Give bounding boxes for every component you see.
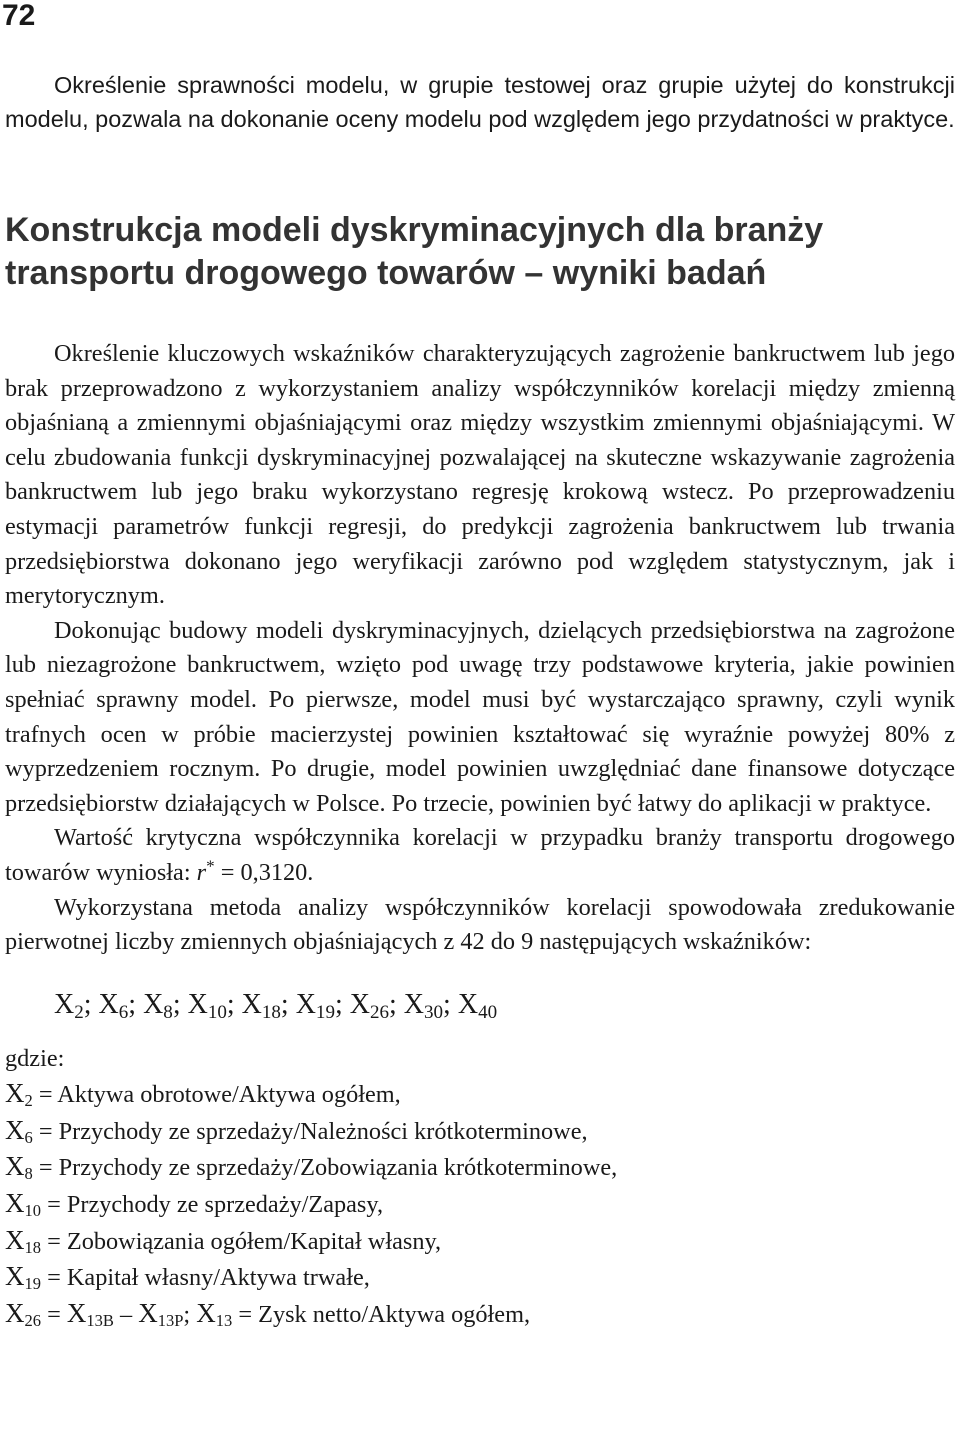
var-subscript: 2 (24, 1091, 33, 1111)
def-sep: ; (183, 1300, 197, 1328)
var-subscript: 18 (261, 1001, 281, 1023)
variable-list (54, 988, 955, 1022)
var-subscript: 10 (207, 1001, 227, 1023)
where-label: gdzie: (5, 1044, 65, 1072)
section-body (5, 337, 955, 1332)
var-symbol: X (295, 988, 316, 1020)
definition-line (5, 1186, 955, 1223)
var-subscript: 19 (315, 1001, 335, 1023)
var-separator: ; (226, 988, 242, 1020)
paragraph-reduction: Wykorzystana metoda analizy współczynników korelacji spowodowała zredukowanie pierwotnej liczby zmiennych objaśniających z 42 do 9 następujących wskaźników: (5, 893, 955, 956)
definition-line (5, 1076, 955, 1113)
paragraph-critical-value (5, 821, 955, 890)
critical-value-text: Wartość krytyczna współczynnika korelacji w przypadku branży transportu drogowego towarów wyniosła: (5, 824, 955, 886)
def-text: = Zysk netto/Aktywa ogółem, (232, 1300, 531, 1328)
var-symbol: X (54, 988, 75, 1020)
page-number: 72 (2, 0, 36, 32)
var-subscript: 6 (118, 1001, 129, 1023)
page-content (5, 68, 955, 1332)
variable-item (349, 988, 404, 1023)
definition-line-x26 (5, 1296, 955, 1333)
var-symbol: X (138, 1297, 158, 1328)
var-subscript: 13 (215, 1310, 233, 1330)
var-subscript: 13P (157, 1310, 184, 1330)
var-symbol: X (349, 988, 370, 1020)
var-symbol: X (5, 1224, 25, 1255)
variable-item (403, 988, 458, 1023)
variable-item (295, 988, 350, 1023)
critical-value-number: = 0,3120. (214, 858, 314, 886)
var-separator: ; (389, 988, 404, 1020)
var-subscript: 18 (24, 1237, 42, 1257)
var-subscript: 8 (163, 1001, 173, 1023)
var-subscript: 26 (369, 1001, 389, 1023)
definition-list (5, 1076, 955, 1296)
def-text: = Kapitał własny/Aktywa trwałe, (41, 1264, 370, 1292)
intro-paragraph: Określenie sprawności modelu, w grupie testowej oraz grupie użytej do konstrukcji modelu, pozwala na dokonanie oceny modelu pod względem jego przydatności w praktyce. (5, 72, 955, 132)
var-symbol: X (196, 1297, 216, 1328)
variable-item (241, 988, 296, 1023)
var-subscript: 26 (24, 1310, 42, 1330)
var-subscript: 6 (24, 1128, 33, 1147)
var-symbol: X (5, 1297, 25, 1328)
def-text: = Przychody ze sprzedaży/Zapasy, (41, 1191, 384, 1219)
var-separator: ; (172, 988, 188, 1020)
var-symbol: X (5, 1151, 25, 1182)
def-text: = Przychody ze sprzedaży/Należności krótkoterminowe, (32, 1117, 588, 1145)
var-separator: ; (443, 988, 458, 1020)
var-symbol: X (457, 988, 479, 1020)
variable-item (54, 988, 99, 1023)
def-eq: = (41, 1300, 67, 1328)
var-subscript: 30 (424, 1001, 444, 1023)
var-subscript: 8 (24, 1164, 33, 1184)
var-symbol: X (5, 1078, 25, 1109)
var-symbol: X (187, 988, 208, 1020)
def-text: = Zobowiązania ogółem/Kapitał własny, (41, 1227, 442, 1255)
var-subscript: 10 (24, 1201, 42, 1221)
critical-value-symbol: r (196, 858, 207, 886)
def-text: = Przychody ze sprzedaży/Zobowiązania krótkoterminowe, (32, 1154, 618, 1182)
def-text: = Aktywa obrotowe/Aktywa ogółem, (32, 1081, 401, 1109)
definition-line (5, 1223, 955, 1260)
critical-value-star: * (206, 856, 215, 876)
variable-item (98, 988, 144, 1023)
definition-line (5, 1149, 955, 1186)
definition-line (5, 1113, 955, 1150)
var-symbol: X (143, 988, 164, 1020)
section-heading: Konstrukcja modeli dyskryminacyjnych dla branży transportu drogowego towarów – wyniki badań (5, 211, 824, 292)
var-subscript: 19 (24, 1274, 42, 1294)
var-separator: ; (128, 988, 144, 1020)
var-symbol: X (5, 1261, 25, 1292)
var-subscript: 40 (478, 1001, 498, 1023)
var-symbol: X (403, 988, 425, 1020)
paragraph-methodology: Określenie kluczowych wskaźników charakteryzujących zagrożenie bankructwem lub jego brak przeprowadzono z wykorzystaniem analizy współczynników korelacji między zmienną objaśnianą a zmiennymi objaśniającymi oraz między wszystkim zmiennymi objaśniającymi. W celu zbudowania funkcji dyskryminacyjnej pozwalającej na skuteczne wskazywanie zagrożenia bankructwem lub jego braku wykorzystano regresję krokową wstecz. Po przeprowadzeniu estymacji parametrów funkcji regresji, do predykcji zagrożenia bankructwem lub trwania przedsiębiorstwa dokonano jego weryfikacji zarówno pod względem statystycznym, jak i merytorycznym. (5, 340, 955, 610)
var-separator: ; (83, 988, 99, 1020)
def-minus: – (113, 1300, 139, 1328)
var-subscript: 2 (74, 1001, 84, 1023)
var-symbol: X (98, 988, 119, 1020)
var-separator: ; (334, 988, 350, 1020)
definition-line (5, 1259, 955, 1296)
var-separator: ; (280, 988, 296, 1020)
variable-item (187, 988, 242, 1023)
var-symbol: X (241, 988, 262, 1020)
paragraph-criteria: Dokonując budowy modeli dyskryminacyjnych, dzielących przedsiębiorstwa na zagrożone lub niezagrożone bankructwem, wzięto pod uwagę trzy podstawowe kryteria, jakie powinien spełniać sprawny model. Po pierwsze, model musi być wystarczająco sprawny, czyli wynik trafnych ocen w próbie macierzystej powinien kształtować się wyraźnie powyżej 80% z wyprzedzeniem rocznym. Po drugie, model powinien uwzględniać dane finansowe dotyczące przedsiębiorstw działających w Polsce. Po trzecie, powinien być łatwy do aplikacji w praktyce. (5, 616, 955, 817)
variable-item (143, 988, 188, 1023)
var-symbol: X (5, 1114, 25, 1145)
var-subscript: 13B (86, 1310, 114, 1330)
variable-item (457, 988, 498, 1023)
var-symbol: X (5, 1188, 25, 1219)
var-symbol: X (66, 1297, 87, 1328)
